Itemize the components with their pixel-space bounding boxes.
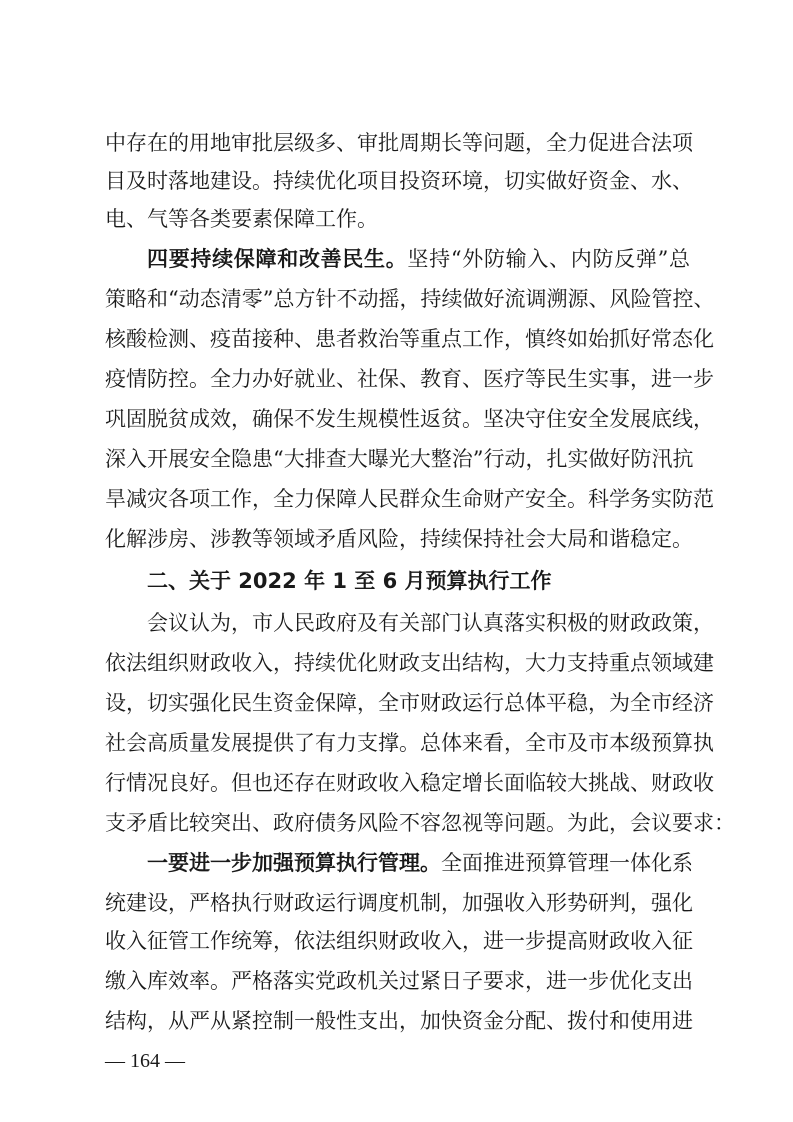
paragraph-2-line-5: 巩固脱贫成效，确保不发生规模性返贫。坚决守住安全发展底线， — [105, 407, 714, 431]
paragraph-3-line-2: 依法组织财政收入，持续优化财政支出结构，大力支持重点领域建 — [105, 651, 714, 675]
paragraph-2-line-1-rest: 坚持“外防输入、内防反弹”总 — [407, 247, 691, 271]
paragraph-3-line-5: 行情况良好。但也还存在财政收入稳定增长面临较大挑战、财政收 — [105, 771, 714, 795]
paragraph-2-line-2: 策略和“动态清零”总方针不动摇，持续做好流调溯源、风险管控、 — [105, 287, 715, 311]
paragraph-2-line-6: 深入开展安全隐患“大排查大曝光大整治”行动，扎实做好防汛抗 — [105, 447, 694, 471]
paragraph-3-line-6: 支矛盾比较突出、政府债务风险不容忽视等问题。为此，会议要求： — [105, 811, 735, 835]
paragraph-4-line-3: 收入征管工作统筹，依法组织财政收入，进一步提高财政收入征 — [105, 929, 693, 953]
paragraph-2-line-3: 核酸检测、疫苗接种、患者救治等重点工作，慎终如始抓好常态化 — [105, 327, 714, 351]
paragraph-4-line-1 — [147, 848, 693, 878]
paragraph-3-line-4: 社会高质量发展提供了有力支撑。总体来看，全市及市本级预算执 — [105, 731, 714, 755]
paragraph-3-line-3: 设，切实强化民生资金保障，全市财政运行总体平稳，为全市经济 — [105, 691, 714, 715]
paragraph-2-lead: 四要持续保障和改善民生。 — [147, 246, 408, 271]
paragraph-4-line-2: 统建设，严格执行财政运行调度机制，加强收入形势研判，强化 — [105, 891, 693, 915]
paragraph-4-line-5: 结构，从严从紧控制一般性支出，加快资金分配、拨付和使用进 — [105, 1009, 693, 1033]
paragraph-3-line-1: 会议认为，市人民政府及有关部门认真落实积极的财政政策， — [147, 611, 714, 635]
page-number: — 164 — — [105, 1050, 185, 1072]
paragraph-2-line-4: 疫情防控。全力办好就业、社保、教育、医疗等民生实事，进一步 — [105, 367, 714, 391]
paragraph-2-line-1 — [147, 244, 690, 274]
paragraph-2-line-8: 化解涉房、涉教等领域矛盾风险，持续保持社会大局和谐稳定。 — [105, 527, 693, 551]
paragraph-4-line-1-rest: 全面推进预算管理一体化系 — [441, 851, 693, 875]
paragraph-1-line-2: 目及时落地建设。持续优化项目投资环境，切实做好资金、水、 — [105, 169, 693, 193]
paragraph-4-line-4: 缴入库效率。严格落实党政机关过紧日子要求，进一步优化支出 — [105, 969, 693, 993]
section-heading: 二、关于 2022 年 1 至 6 月预算执行工作 — [147, 569, 552, 593]
paragraph-2-line-7: 旱减灾各项工作，全力保障人民群众生命财产安全。科学务实防范 — [105, 487, 714, 511]
paragraph-1-line-3: 电、气等各类要素保障工作。 — [105, 207, 378, 231]
paragraph-1-line-1: 中存在的用地审批层级多、审批周期长等问题，全力促进合法项 — [105, 131, 693, 155]
paragraph-4-lead: 一要进一步加强预算执行管理。 — [147, 850, 441, 875]
